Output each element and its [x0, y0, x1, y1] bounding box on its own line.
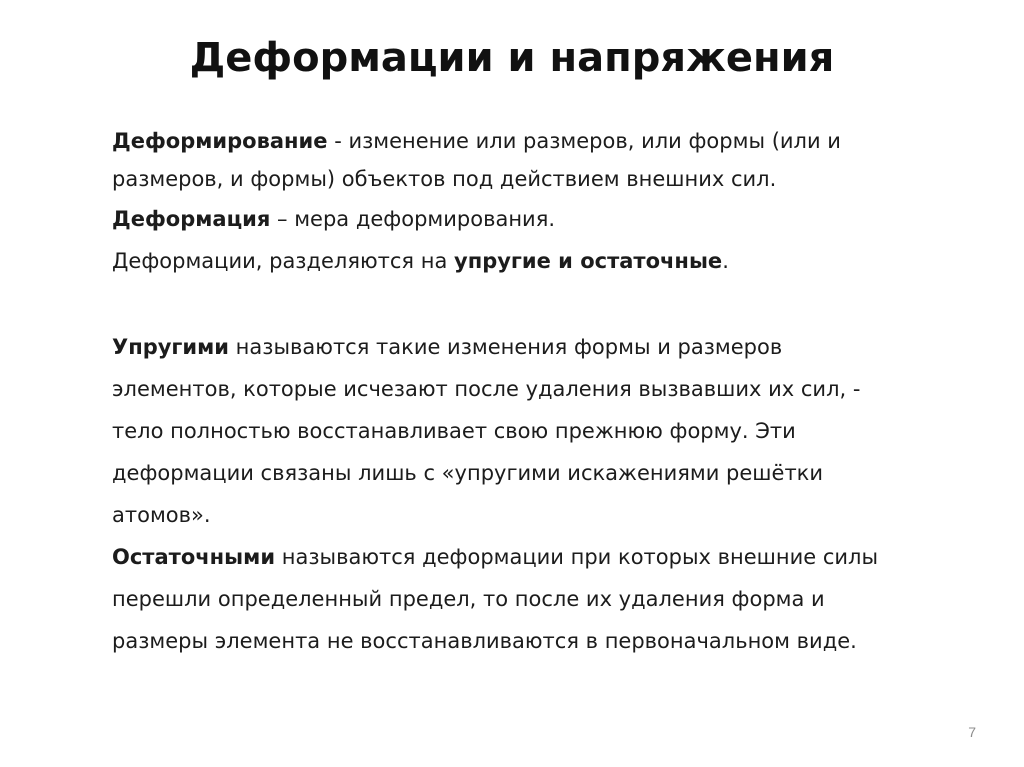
- text-line: [112, 122, 932, 160]
- term-uprugimi: Упругими: [112, 335, 229, 359]
- term-ostatochnymi: Остаточными: [112, 545, 276, 569]
- types-intro: Деформации, разделяются на: [112, 249, 455, 273]
- text-line: элементов, которые исчезают после удаления вызвавших их сил, -: [112, 377, 861, 401]
- text-line: [112, 198, 932, 240]
- types-period: .: [722, 249, 729, 273]
- paragraph-deformatsiya: [112, 198, 932, 240]
- term-deformirovanie: Деформирование: [112, 129, 328, 153]
- page-number: 7: [968, 724, 976, 740]
- text-line: размеров, и формы) объектов под действием внешних сил.: [112, 167, 777, 191]
- text-line: [112, 240, 932, 282]
- definition-text: называются деформации при которых внешние силы: [275, 545, 879, 569]
- slide-title: Деформации и напряжения: [189, 35, 835, 81]
- text-line: [112, 536, 932, 578]
- paragraph-gap: [112, 282, 932, 326]
- paragraph-ostatochnye: [112, 536, 932, 662]
- text-line: [112, 326, 932, 368]
- definition-text: - изменение или размеров, или формы (или и: [327, 129, 841, 153]
- text-line: деформации связаны лишь с «упругими искажениями решётки: [112, 461, 824, 485]
- paragraph-uprugie: [112, 326, 932, 536]
- term-types: упругие и остаточные: [454, 249, 723, 273]
- paragraph-types: [112, 240, 932, 282]
- text-line: тело полностью восстанавливает свою прежнюю форму. Эти: [112, 419, 796, 443]
- paragraph-deformirovanie: [112, 122, 932, 198]
- text-line: размеры элемента не восстанавливаются в первоначальном виде.: [112, 629, 857, 653]
- definition-text: называются такие изменения формы и размеров: [229, 335, 783, 359]
- slide-body: [112, 122, 932, 662]
- term-deformatsiya: Деформация: [112, 207, 271, 231]
- text-line: атомов».: [112, 503, 211, 527]
- text-line: перешли определенный предел, то после их удаления форма и: [112, 587, 825, 611]
- definition-text: – мера деформирования.: [270, 207, 556, 231]
